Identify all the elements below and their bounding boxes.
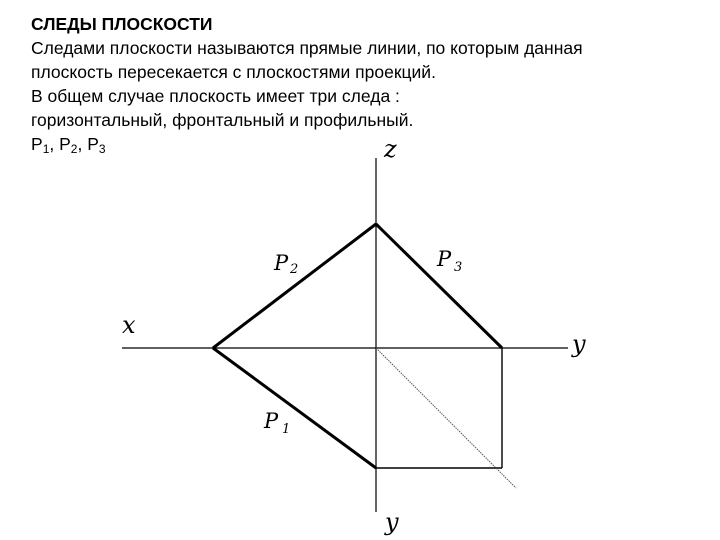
trace-p3-label: P (437, 247, 452, 271)
trace-p3-label-subscript: 3 (454, 260, 463, 275)
page-title: СЛЕДЫ ПЛОСКОСТИ (31, 14, 213, 34)
trace-p2-label: P (274, 251, 289, 275)
y-axis-bottom-label: y (385, 508, 399, 536)
z-axis-label: z (384, 135, 397, 163)
trace-p2-subscript: 2 (70, 142, 78, 156)
definition-line-3: В общем случае плоскость имеет три следа : (31, 86, 400, 106)
definition-line-1: Следами плоскости называются прямые линии, по которым данная (31, 38, 583, 58)
construction-diagonal-line (376, 348, 516, 488)
trace-p2-line (213, 224, 376, 348)
trace-p1-label-subscript: 1 (282, 422, 291, 437)
trace-p3-letter: P (87, 134, 99, 154)
traces-separator-1: , (49, 134, 60, 154)
definition-line-4: горизонтальный, фронтальный и профильный. (31, 110, 414, 130)
y-axis-right-label: y (572, 330, 586, 358)
trace-p2-letter: P (59, 134, 71, 154)
trace-p1-label: P (264, 409, 279, 433)
trace-p1-line (213, 348, 376, 468)
x-axis-label: x (122, 311, 136, 339)
trace-p3-line (376, 224, 502, 348)
definition-line-2: плоскость пересекается с плоскостями проекций. (31, 62, 436, 82)
trace-p2-label-subscript: 2 (290, 262, 299, 277)
traces-separator-2: , (77, 134, 88, 154)
trace-p1-subscript: 1 (42, 142, 50, 156)
trace-p1-letter: P (31, 134, 43, 154)
trace-p3-subscript: 3 (98, 142, 106, 156)
